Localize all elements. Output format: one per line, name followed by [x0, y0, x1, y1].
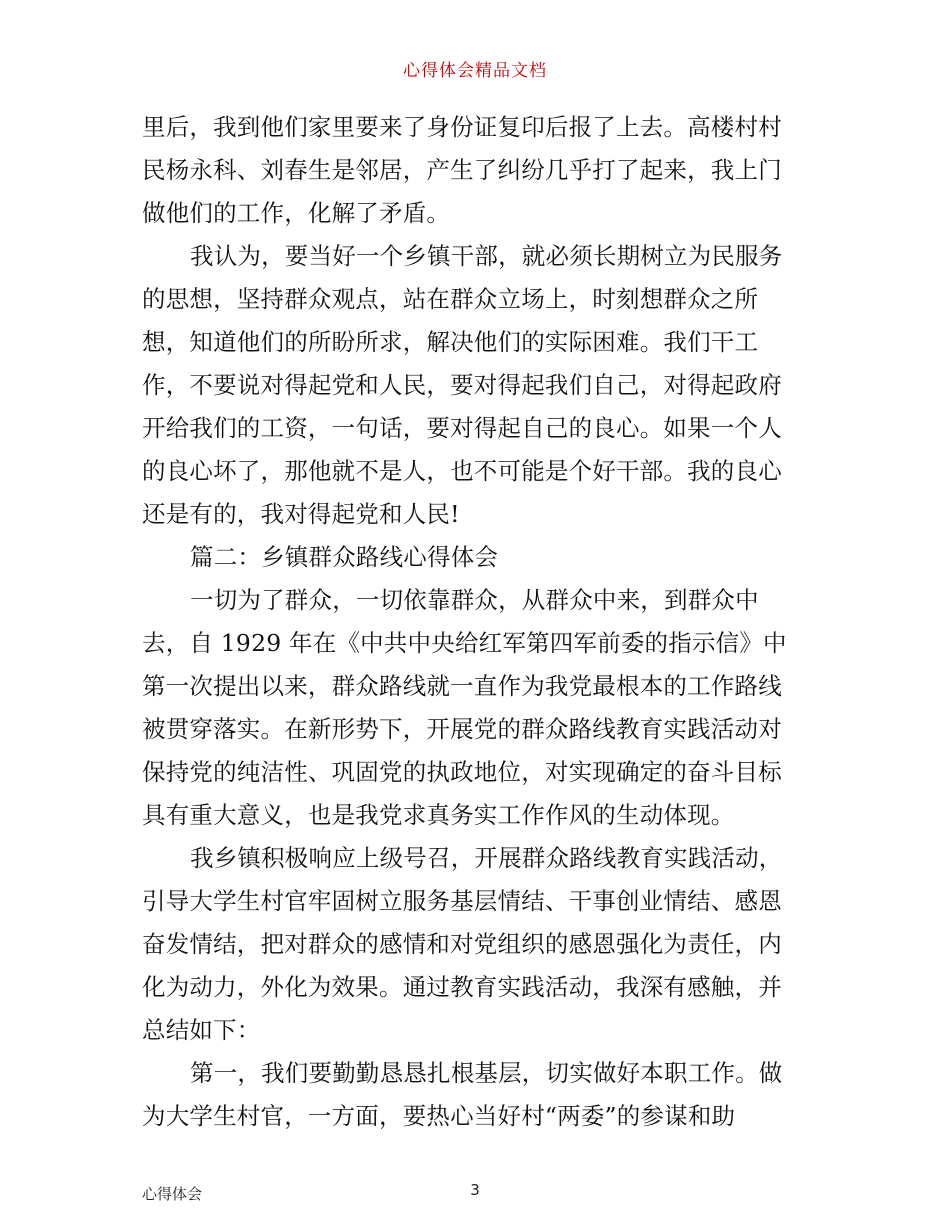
- text-line: 想，知道他们的所盼所求，解决他们的实际困难。我们干工: [142, 328, 759, 356]
- text-line: 我认为，要当好一个乡镇干部，就必须长期树立为民服务: [190, 242, 783, 270]
- text-line: 篇二：乡镇群众路线心得体会: [190, 543, 499, 571]
- page-number: 3: [470, 1181, 480, 1199]
- text-line: 奋发情结，把对群众的感情和对党组织的感恩强化为责任，内: [142, 930, 782, 958]
- text-line: 化为动力，外化为效果。通过教育实践活动，我深有感触，并: [142, 973, 782, 1001]
- text-line: 做他们的工作，化解了矛盾。: [142, 199, 451, 227]
- text-line: 为大学生村官，一方面，要热心当好村“两委”的参谋和助: [142, 1102, 736, 1130]
- text-line: 的良心坏了，那他就不是人，也不可能是个好干部。我的良心: [142, 457, 782, 485]
- text-line: 总结如下：: [142, 1016, 261, 1044]
- footer-label: 心得体会: [142, 1185, 203, 1203]
- text-line: 里后，我到他们家里要来了身份证复印后报了上去。高楼村村: [142, 113, 782, 141]
- text-line: 第一次提出以来，群众路线就一直作为我党最根本的工作路线: [142, 672, 782, 700]
- text-line: 开给我们的工资，一句话，要对得起自己的良心。如果一个人: [142, 414, 782, 442]
- document-body: [142, 106, 814, 1138]
- text-line: 民杨永科、刘春生是邻居，产生了纠纷几乎打了起来，我上门: [142, 156, 782, 184]
- text-line: 被贯穿落实。在新形势下，开展党的群众路线教育实践活动对: [142, 715, 782, 743]
- page-header-title: 心得体会精品文档: [403, 61, 547, 81]
- text-line: 一切为了群众，一切依靠群众，从群众中来，到群众中: [190, 586, 759, 614]
- text-line: 作，不要说对得起党和人民，要对得起我们自己，对得起政府: [142, 371, 782, 399]
- text-line: 我乡镇积极响应上级号召，开展群众路线教育实践活动，: [190, 844, 783, 872]
- text-line: 具有重大意义，也是我党求真务实工作作风的生动体现。: [142, 801, 735, 829]
- text-line: 还是有的，我对得起党和人民!: [142, 500, 460, 528]
- text-line: 保持党的纯洁性、巩固党的执政地位，对实现确定的奋斗目标: [142, 758, 782, 786]
- text-line: 去，自 1929 年在《中共中央给红军第四军前委的指示信》中: [142, 629, 787, 657]
- text-line: 的思想，坚持群众观点，站在群众立场上，时刻想群众之所: [142, 285, 759, 313]
- text-line: 第一，我们要勤勤恳恳扎根基层，切实做好本职工作。做: [190, 1059, 783, 1087]
- text-line: 引导大学生村官牢固树立服务基层情结、干事创业情结、感恩: [142, 887, 782, 915]
